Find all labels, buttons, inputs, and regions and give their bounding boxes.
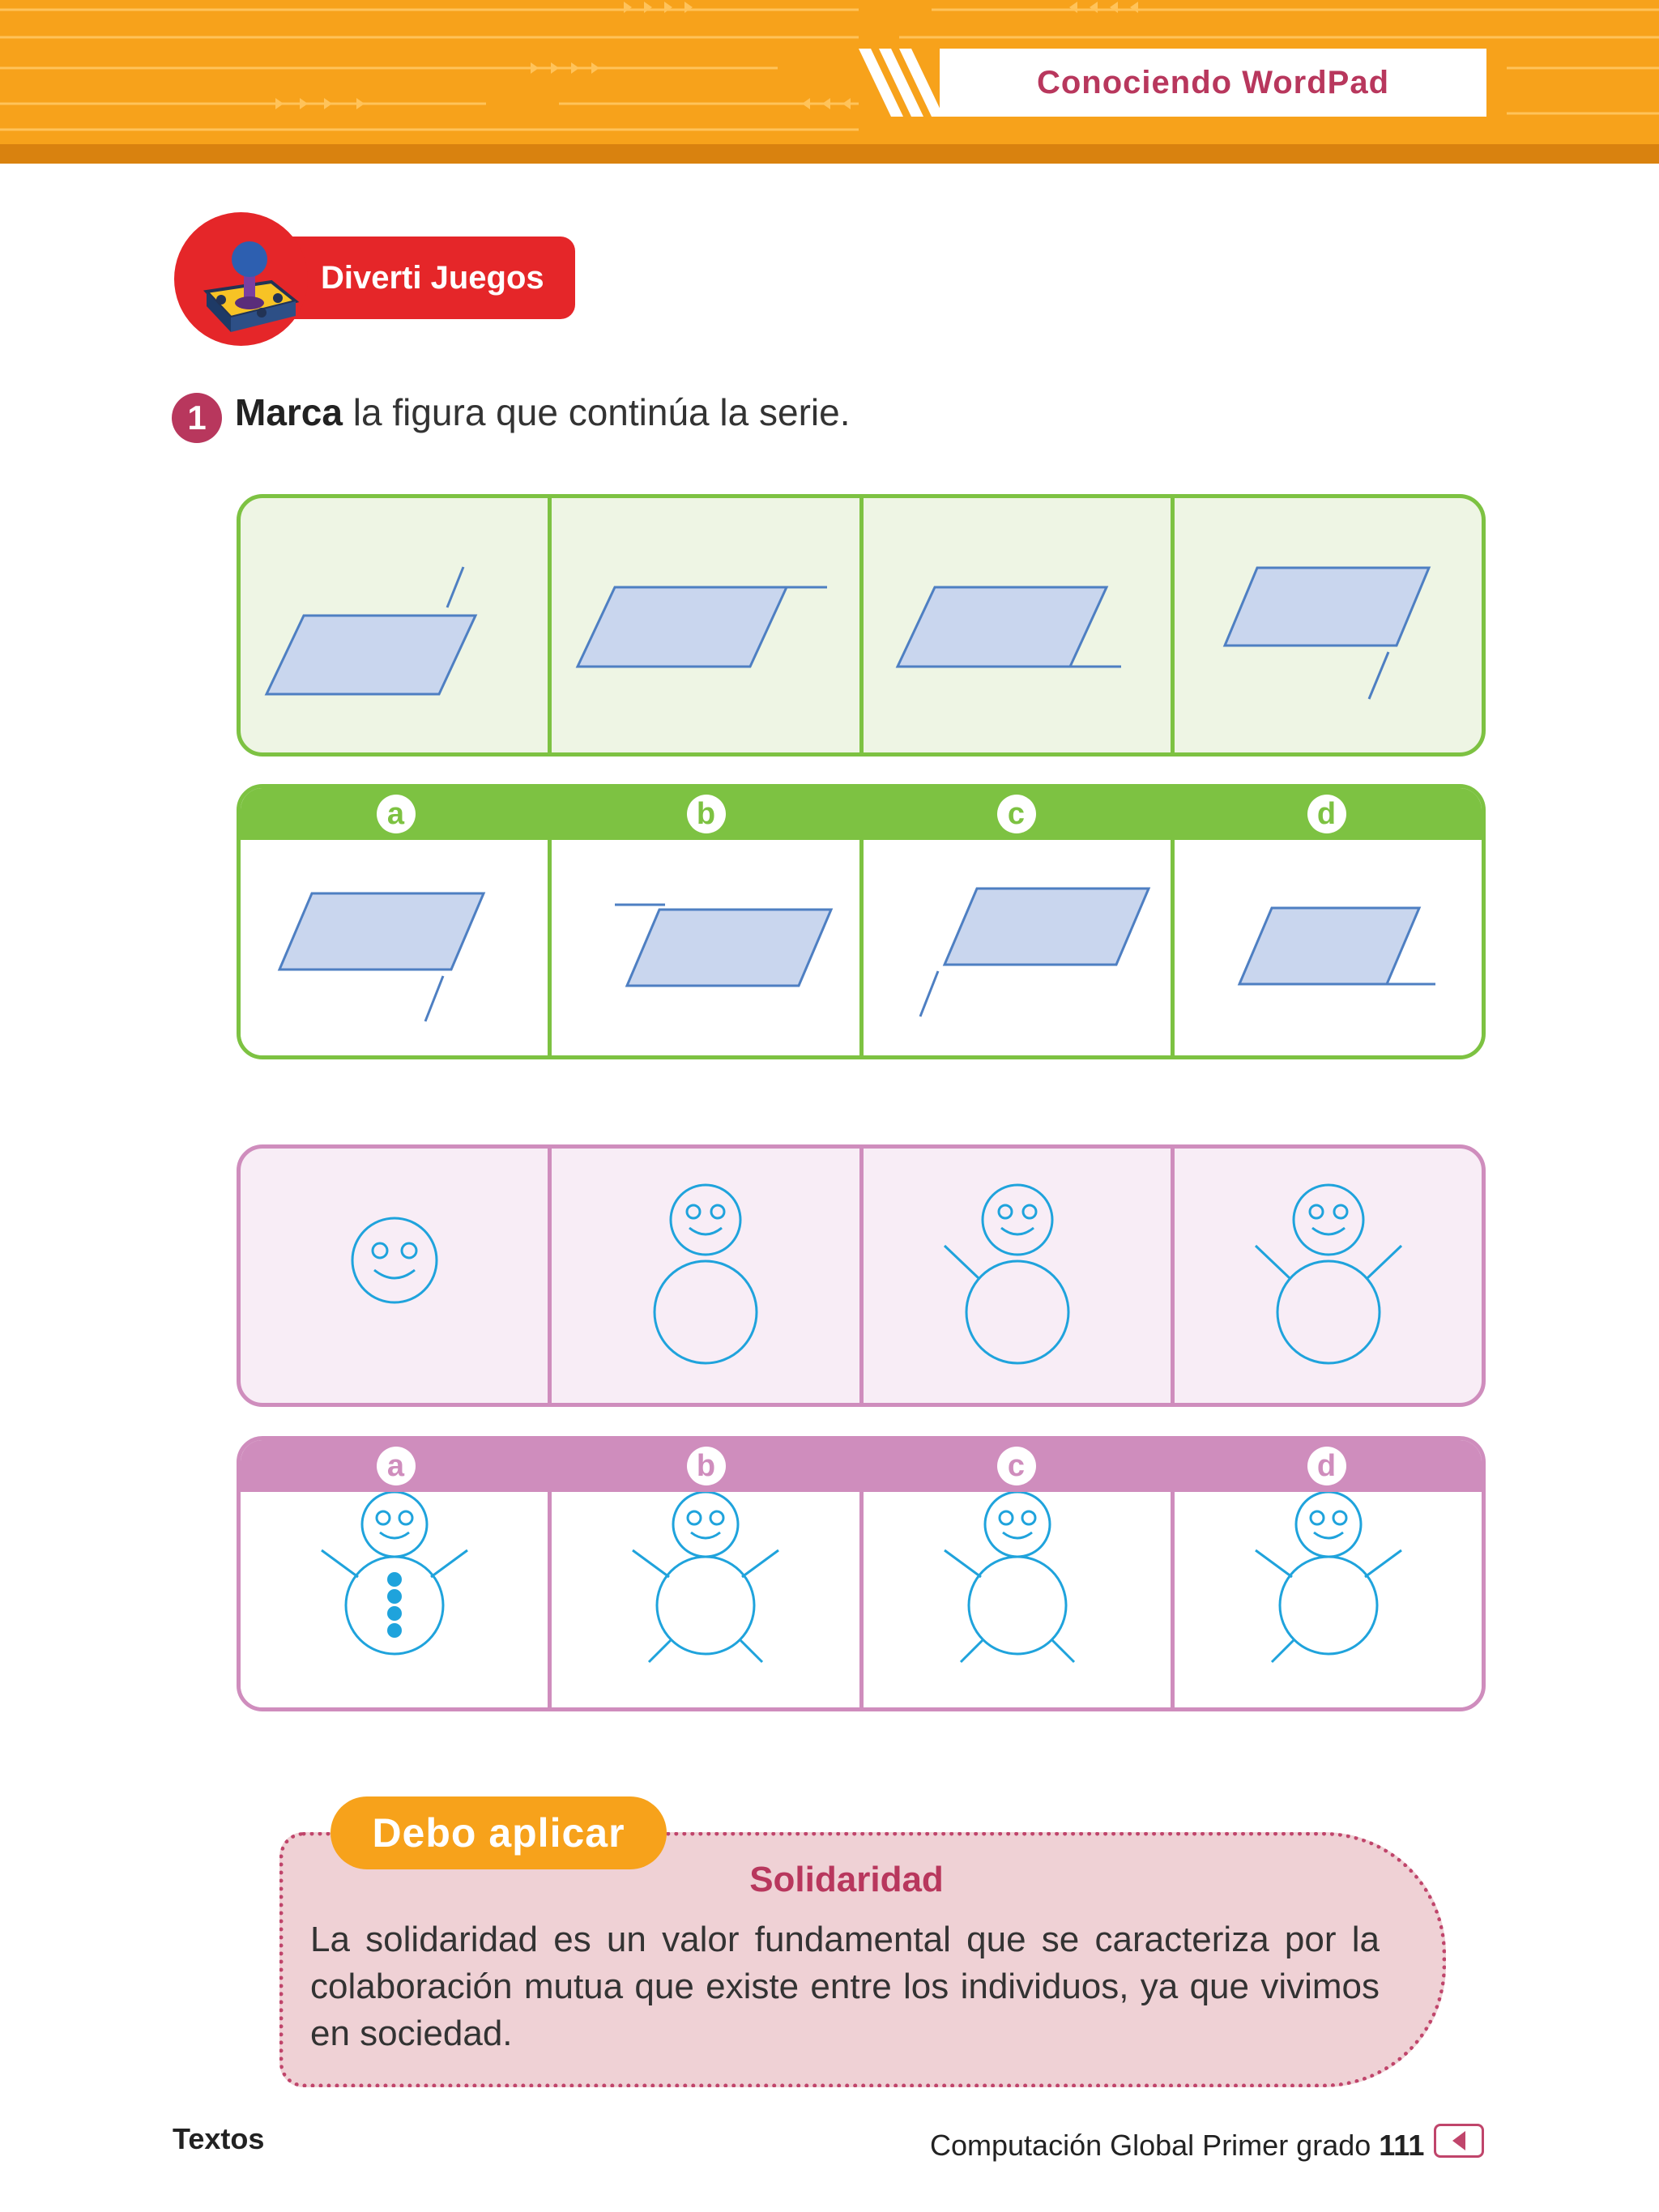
footer-publisher: Textos bbox=[173, 2122, 265, 2155]
parallelogram-shape bbox=[552, 498, 859, 752]
apply-title: Solidaridad bbox=[749, 1860, 944, 1899]
snowman-drawing bbox=[1175, 1149, 1482, 1403]
option-d[interactable] bbox=[1175, 1492, 1482, 1707]
apply-text: La solidaridad es un valor fundamental que se caracteriza por la colaboración mutua que existe entre los individuos, ya que vivimos en sociedad. bbox=[310, 1920, 1380, 2053]
sequence-cell bbox=[864, 1149, 1175, 1403]
apply-label: Debo aplicar bbox=[331, 1796, 667, 1869]
snowman-drawing bbox=[552, 1149, 859, 1403]
sequence-cell bbox=[241, 1149, 552, 1403]
sequence-cell bbox=[552, 1149, 863, 1403]
snowman-drawing bbox=[1175, 1492, 1482, 1707]
parallelogram-shape bbox=[864, 498, 1171, 752]
snowman-drawing bbox=[864, 1149, 1171, 1403]
previous-page-button[interactable] bbox=[1434, 2124, 1484, 2158]
question-instruction: la figura que continúa la serie. bbox=[342, 391, 851, 433]
snowman-drawing bbox=[864, 1492, 1171, 1707]
snowman-drawing bbox=[552, 1492, 859, 1707]
sequence-cell bbox=[552, 498, 863, 752]
page-number: 111 bbox=[1379, 2129, 1425, 2162]
sequence-cell bbox=[864, 498, 1175, 752]
option-a[interactable] bbox=[241, 840, 552, 1055]
option-b[interactable] bbox=[552, 840, 863, 1055]
question-verb: Marca bbox=[235, 391, 343, 433]
left-arrow-icon bbox=[1436, 2126, 1482, 2155]
snowman-options bbox=[237, 1436, 1486, 1711]
option-b-label: b bbox=[687, 795, 726, 833]
option-a-label: a bbox=[377, 1447, 416, 1485]
joystick-icon bbox=[174, 212, 308, 346]
options-header bbox=[241, 788, 1482, 840]
option-c-label: c bbox=[997, 1447, 1036, 1485]
parallelogram-shape bbox=[864, 840, 1171, 1055]
chapter-title: Conociendo WordPad bbox=[940, 49, 1486, 117]
option-d[interactable] bbox=[1175, 840, 1482, 1055]
parallelogram-shape bbox=[552, 840, 859, 1055]
section-label: Diverti Juegos bbox=[292, 237, 575, 319]
parallelogram-shape bbox=[1175, 840, 1482, 1055]
option-d-label: d bbox=[1307, 795, 1346, 833]
question-text bbox=[235, 390, 850, 434]
sequence-cell bbox=[1175, 1149, 1482, 1403]
footer-book-info bbox=[930, 2129, 1424, 2163]
snowman-drawing bbox=[241, 1492, 548, 1707]
parallelogram-shape bbox=[241, 498, 548, 752]
snowman-head-drawing bbox=[241, 1149, 548, 1403]
footer-book-title: Computación Global Primer grado bbox=[930, 2129, 1371, 2162]
option-b[interactable] bbox=[552, 1492, 863, 1707]
option-c[interactable] bbox=[864, 1492, 1175, 1707]
parallelogram-sequence bbox=[237, 494, 1486, 757]
snowman-sequence bbox=[237, 1144, 1486, 1407]
option-c[interactable] bbox=[864, 840, 1175, 1055]
parallelogram-options bbox=[237, 784, 1486, 1059]
sequence-cell bbox=[1175, 498, 1482, 752]
header-bottom-stripe bbox=[0, 144, 1659, 164]
option-c-label: c bbox=[997, 795, 1036, 833]
options-header bbox=[241, 1440, 1482, 1492]
option-d-label: d bbox=[1307, 1447, 1346, 1485]
option-b-label: b bbox=[687, 1447, 726, 1485]
parallelogram-shape bbox=[1175, 498, 1482, 752]
question-number: 1 bbox=[172, 393, 222, 443]
parallelogram-shape bbox=[241, 840, 548, 1055]
option-a-label: a bbox=[377, 795, 416, 833]
section-badge bbox=[174, 212, 308, 346]
option-a[interactable] bbox=[241, 1492, 552, 1707]
sequence-cell bbox=[241, 498, 552, 752]
